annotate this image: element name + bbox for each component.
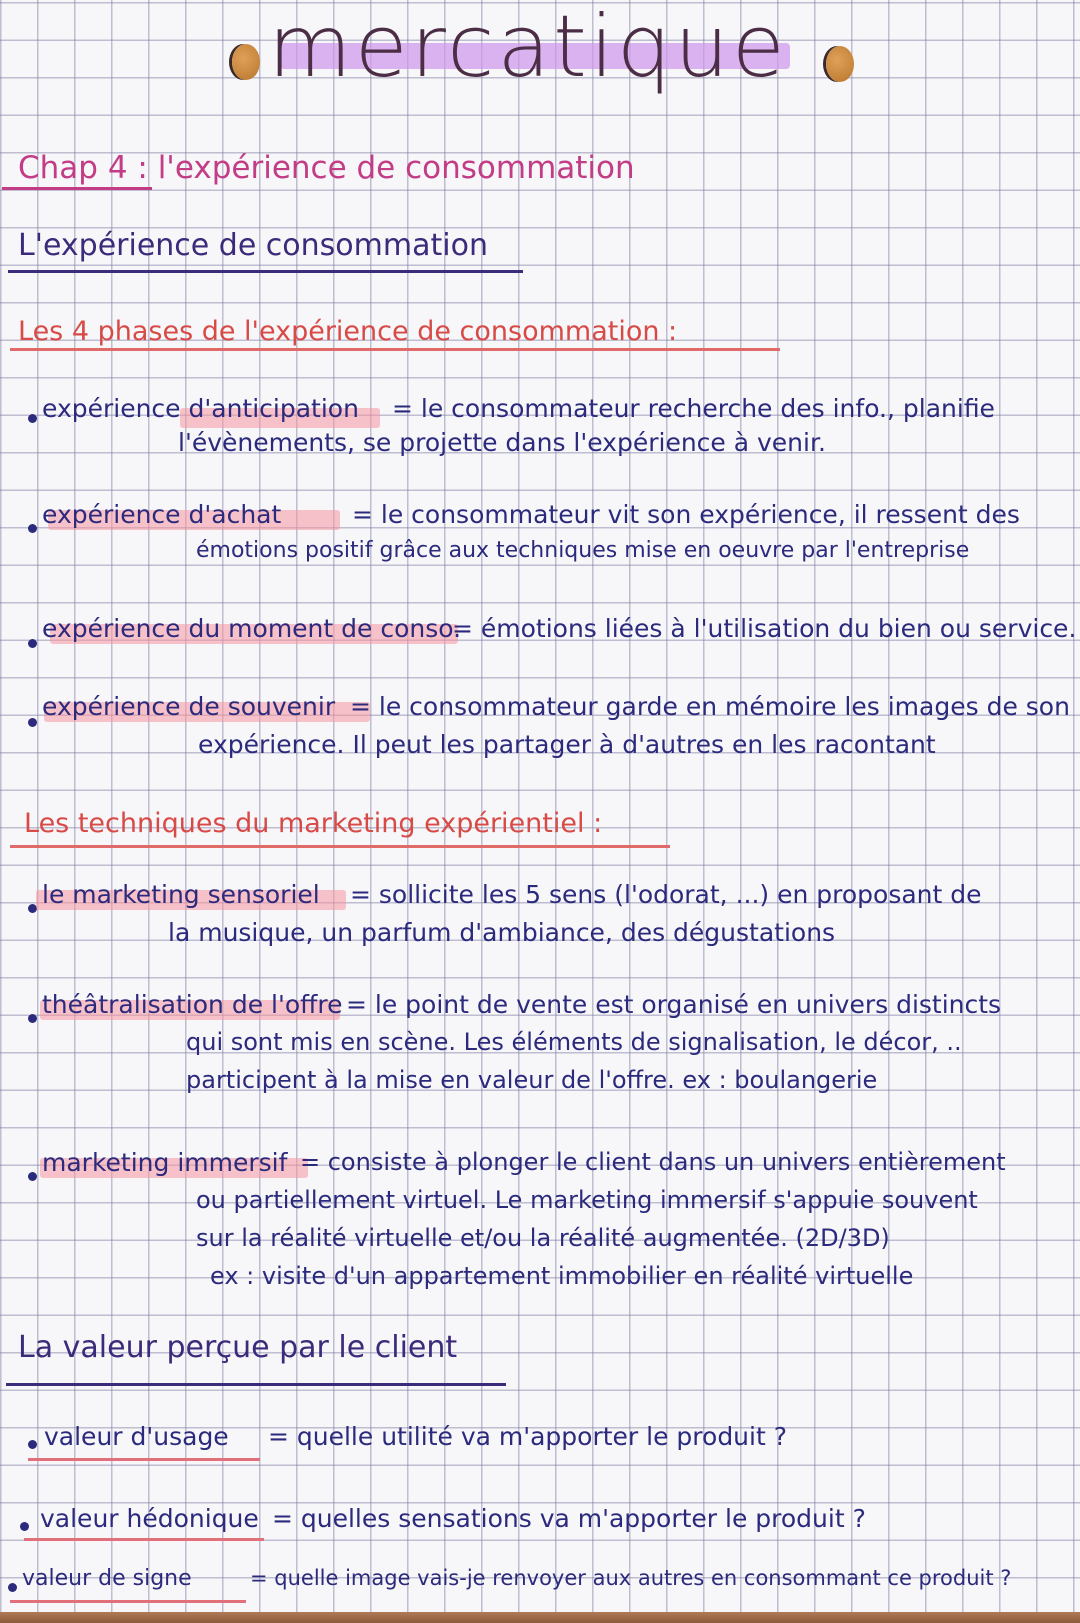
subsection-heading: Les techniques du marketing expérientiel : [24, 808, 603, 839]
section-underline [6, 1383, 506, 1386]
definition-cont: qui sont mis en scène. Les éléments de signalisation, le décor, .. [186, 1028, 962, 1056]
term: marketing immersif [42, 1148, 288, 1177]
definition-cont: ou partiellement virtuel. Le marketing immersif s'appuie souvent [196, 1186, 978, 1214]
definition: = quelles sensations va m'apporter le produit ? [272, 1504, 866, 1533]
subsection-heading: Les 4 phases de l'expérience de consommation : [18, 316, 678, 347]
bullet-icon [8, 1583, 17, 1592]
definition: = le consommateur garde en mémoire les images de son [350, 692, 1070, 721]
bullet-icon [28, 414, 37, 423]
term-underline [28, 1458, 260, 1461]
definition-cont: émotions positif grâce aux techniques mise en oeuvre par l'entreprise [196, 538, 970, 563]
section-heading: L'expérience de consommation [18, 228, 488, 263]
subsection-underline [10, 845, 670, 848]
term: expérience d'anticipation [42, 394, 359, 423]
term: valeur de signe [22, 1566, 192, 1591]
term: valeur hédonique [40, 1504, 259, 1533]
bullet-icon [28, 1172, 37, 1181]
bullet-icon [20, 1522, 29, 1531]
definition-cont: la musique, un parfum d'ambiance, des dégustations [168, 918, 836, 947]
orange-dot-icon [826, 46, 854, 82]
page-title: mercatique [268, 0, 788, 97]
subsection-underline [10, 348, 780, 351]
definition-cont: expérience. Il peut les partager à d'autres en les racontant [198, 730, 936, 759]
term: théâtralisation de l'offre [42, 990, 343, 1019]
definition-cont: sur la réalité virtuelle et/ou la réalité augmentée. (2D/3D) [196, 1224, 890, 1252]
definition-cont: ex : visite d'un appartement immobilier en réalité virtuelle [210, 1262, 914, 1290]
term: expérience du moment de conso. [42, 614, 462, 643]
definition: = le point de vente est organisé en univers distincts [346, 990, 1002, 1019]
definition-cont: participent à la mise en valeur de l'offre. ex : boulangerie [186, 1066, 878, 1094]
definition: = sollicite les 5 sens (l'odorat, ...) en proposant de [350, 880, 982, 909]
definition: = consiste à plonger le client dans un univers entièrement [300, 1148, 1006, 1176]
term-underline [24, 1538, 264, 1541]
bullet-icon [28, 1440, 37, 1449]
definition: = le consommateur vit son expérience, il ressent des [352, 500, 1020, 529]
chapter-underline [2, 187, 152, 190]
term: valeur d'usage [44, 1422, 229, 1451]
definition: = le consommateur recherche des info., planifie [392, 394, 995, 423]
bullet-icon [28, 718, 37, 727]
orange-dot-icon [232, 44, 260, 80]
section-underline [8, 270, 523, 273]
chapter-heading: Chap 4 : l'expérience de consommation [18, 150, 635, 186]
bullet-icon [28, 1014, 37, 1023]
definition: = quelle image vais-je renvoyer aux autres en consommant ce produit ? [250, 1566, 1012, 1590]
bullet-icon [28, 639, 37, 648]
definition: = émotions liées à l'utilisation du bien ou service. [452, 614, 1077, 643]
bullet-icon [28, 524, 37, 533]
table-surface [0, 1612, 1080, 1623]
term-underline [10, 1600, 246, 1603]
term: expérience d'achat [42, 500, 282, 529]
definition: = quelle utilité va m'apporter le produit ? [268, 1422, 787, 1451]
section-heading: La valeur perçue par le client [18, 1330, 458, 1365]
definition-cont: l'évènements, se projette dans l'expérience à venir. [178, 428, 826, 457]
term: le marketing sensoriel [42, 880, 320, 909]
term: expérience de souvenir [42, 692, 336, 721]
